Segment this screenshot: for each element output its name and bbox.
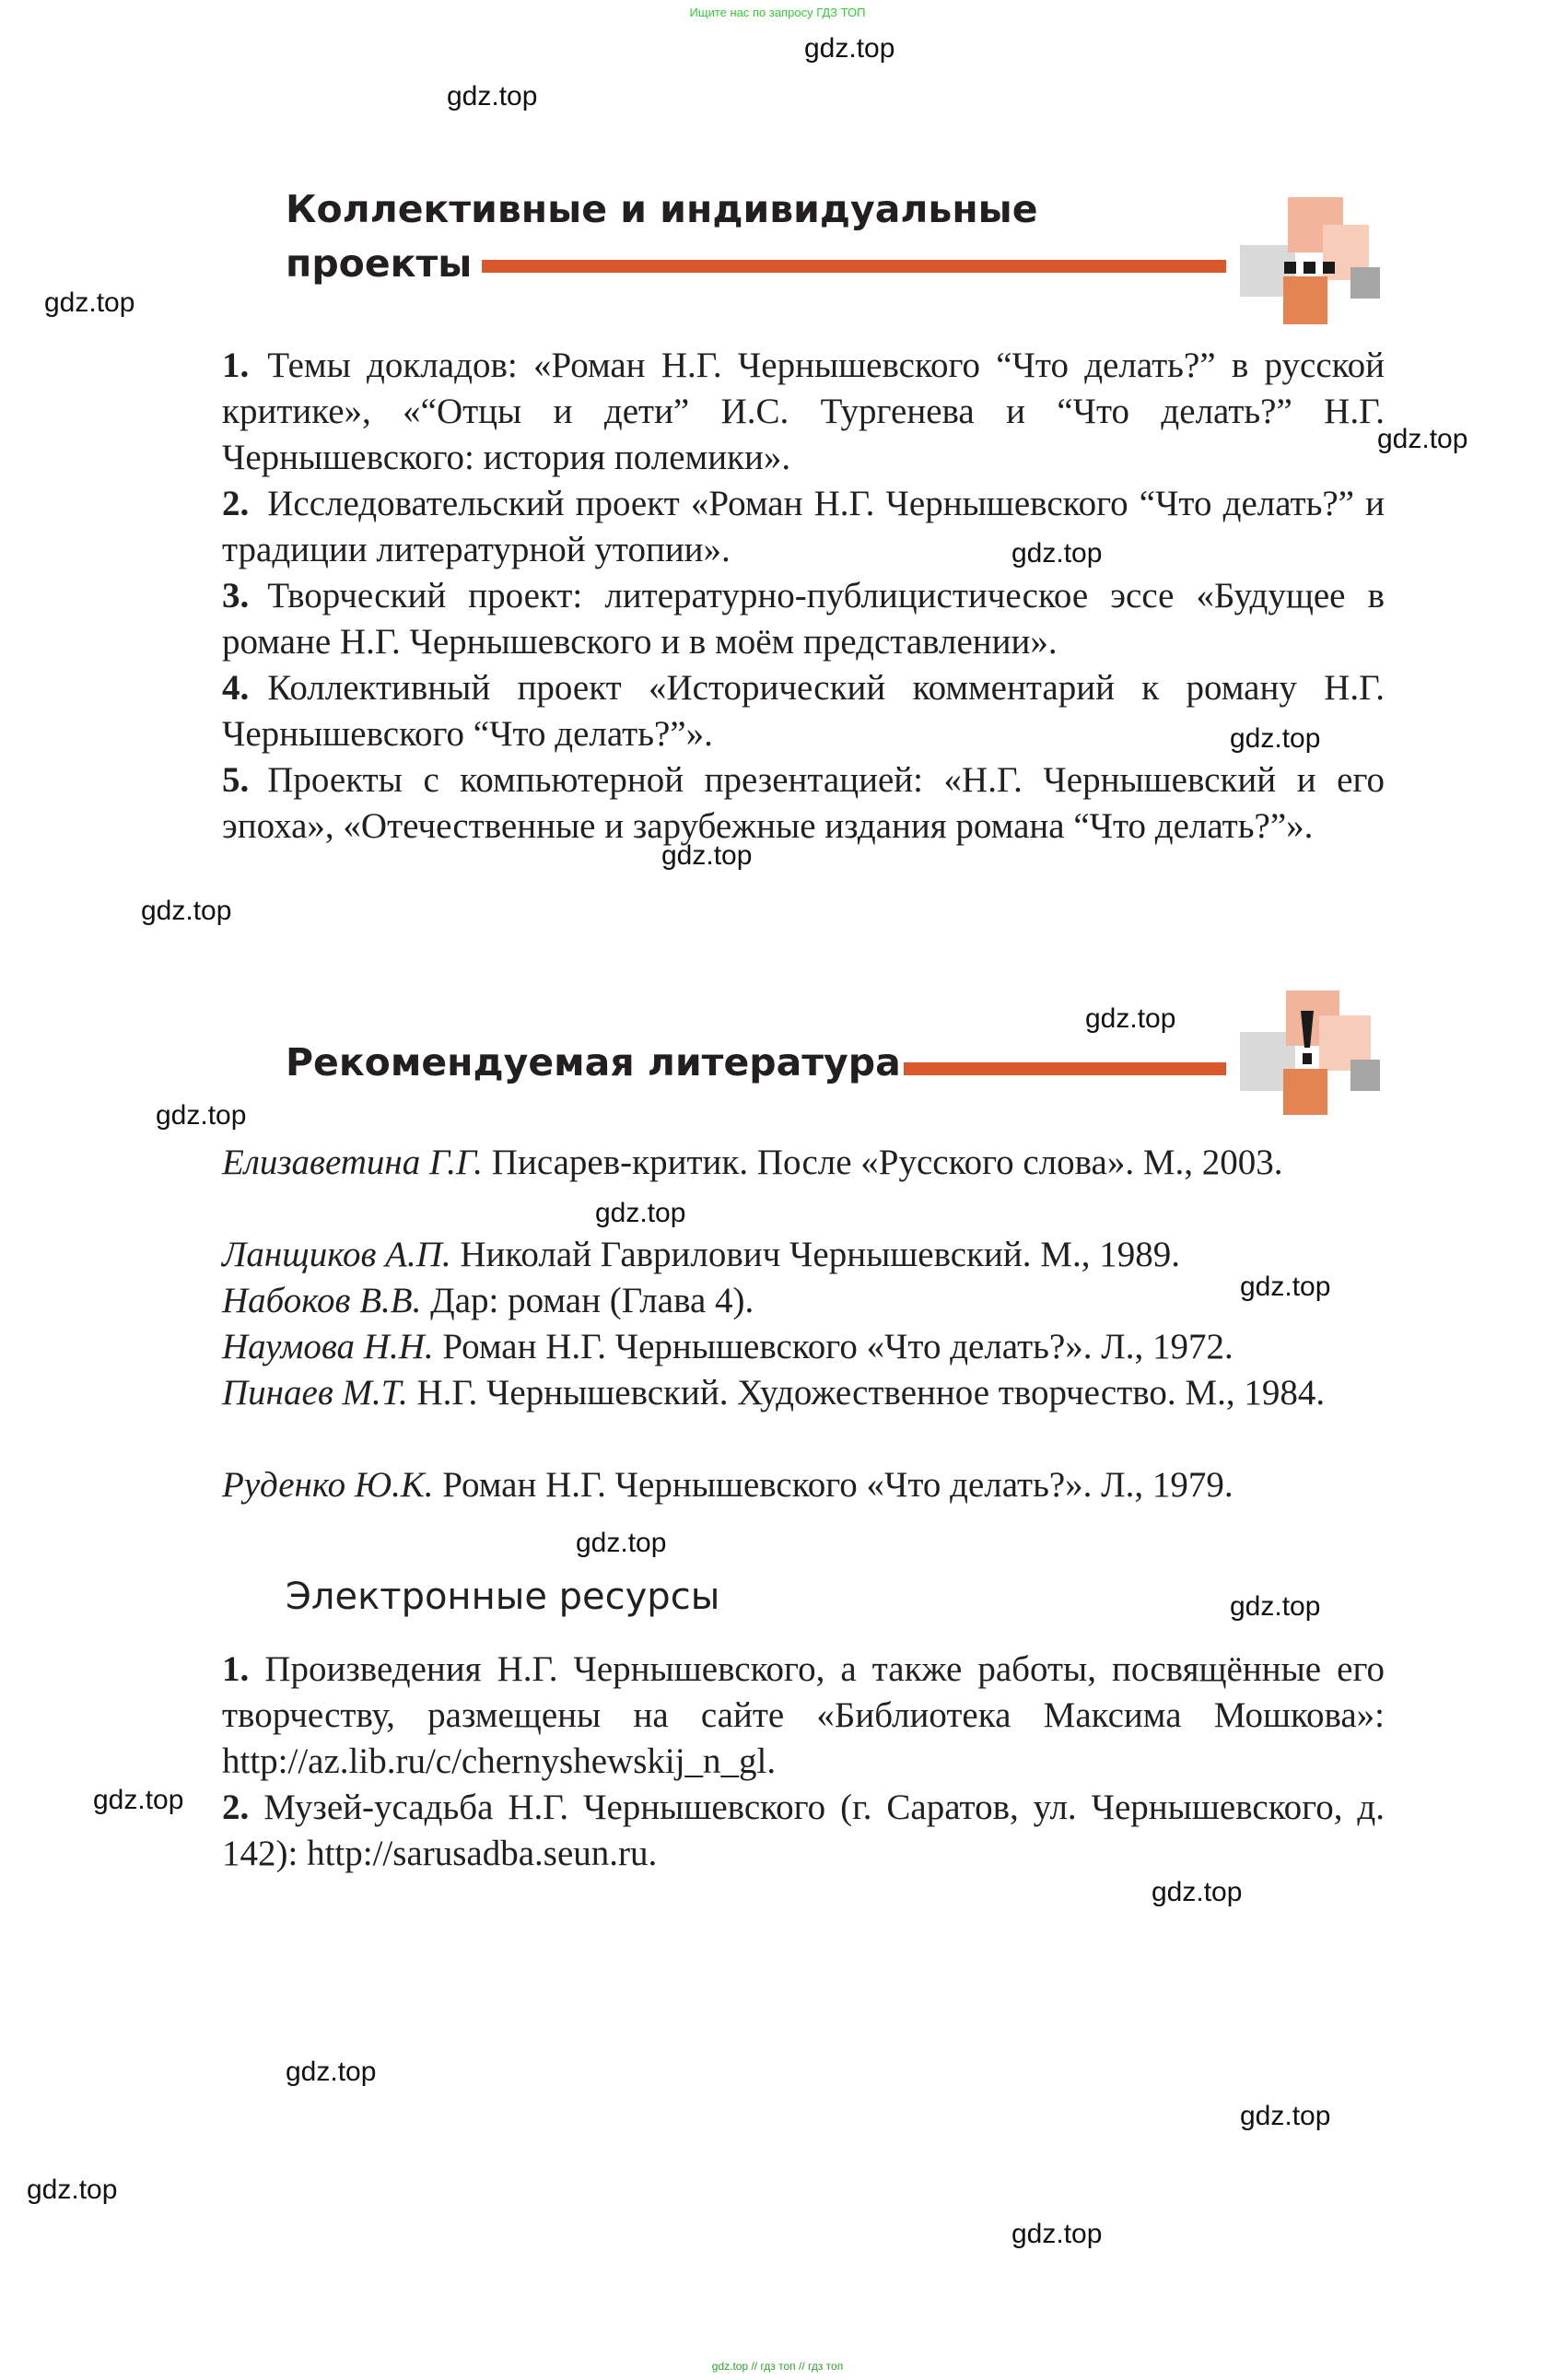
watermark: gdz.top	[447, 81, 538, 111]
ellipsis-dot-icon	[1323, 262, 1335, 274]
literature-entry: Руденко Ю.К. Роман Н.Г. Чернышевского «Что делать?». Л., 1979.	[222, 1465, 1233, 1505]
search-hint: Ищите нас по запросу ГДЗ ТОП	[689, 6, 866, 19]
watermark: gdz.top	[1377, 424, 1468, 454]
ornament-dark-grey-square	[1350, 267, 1380, 299]
literature-entry: Пинаев М.Т. Н.Г. Чернышевский. Художественное творчество. М., 1984.	[222, 1373, 1326, 1413]
watermark: gdz.top	[1152, 1877, 1243, 1907]
project-item-4: 4. Коллективный проект «Исторический комментарий к роману Н.Г. Чернышевского “Что делать?”».	[222, 668, 1385, 754]
resource-item-1: 1. Произведения Н.Г. Чернышевского, а также работы, посвящённые его творчеству, размещены на сайте «Библиотека Максима Мошкова»: http://az.lib.ru/c/chernyshewskij_n_gl.	[222, 1649, 1385, 1781]
watermark: gdz.top	[661, 840, 753, 871]
literature-title: Рекомендуемая литература	[286, 1040, 901, 1084]
watermark: gdz.top	[93, 1785, 184, 1815]
project-item-3: 3. Творческий проект: литературно-публицистическое эссе «Будущее в романе Н.Г. Чернышевского и в моём представлении».	[222, 576, 1385, 662]
watermark: gdz.top	[27, 2175, 118, 2205]
watermark: gdz.top	[576, 1528, 667, 1558]
footer-note: gdz.top // гдз топ // гдз топ	[711, 2360, 844, 2373]
watermark: gdz.top	[1230, 723, 1321, 754]
exclamation-icon	[1300, 1011, 1315, 1066]
projects-title-bar	[482, 260, 1226, 273]
watermark: gdz.top	[44, 287, 135, 318]
project-item-5: 5. Проекты с компьютерной презентацией: «Н.Г. Чернышевский и его эпоха», «Отечественные и зарубежные издания романа “Что делать?”».	[222, 760, 1385, 846]
watermark: gdz.top	[1011, 538, 1103, 569]
watermark: gdz.top	[1240, 2101, 1331, 2131]
watermark: gdz.top	[595, 1198, 686, 1228]
ellipsis-dot-icon	[1284, 262, 1296, 274]
literature-title-bar	[904, 1062, 1226, 1075]
literature-entry: Набоков В.В. Дар: роман (Глава 4).	[222, 1281, 754, 1320]
projects-title-line2: проекты	[286, 241, 473, 286]
project-item-2: 2. Исследовательский проект «Роман Н.Г. Чернышевского “Что делать?” и традиции литературной утопии».	[222, 484, 1385, 569]
ornament-dark-grey-square	[1350, 1060, 1380, 1091]
ornament-orange-square	[1283, 1069, 1327, 1115]
watermark: gdz.top	[1230, 1591, 1321, 1622]
literature-entry: Наумова Н.Н. Роман Н.Г. Чернышевского «Что делать?». Л., 1972.	[222, 1327, 1233, 1366]
literature-entry: Елизаветина Г.Г. Писарев-критик. После «Русского слова». М., 2003.	[222, 1143, 1283, 1182]
watermark: gdz.top	[1011, 2219, 1103, 2249]
watermark: gdz.top	[141, 896, 232, 926]
resource-item-2: 2. Музей-усадьба Н.Г. Чернышевского (г. Саратов, ул. Чернышевского, д. 142): http://sarusadba.seun.ru.	[222, 1788, 1385, 1873]
projects-title-line1: Коллективные и индивидуальные	[286, 187, 1038, 231]
watermark: gdz.top	[804, 33, 895, 64]
ellipsis-dot-icon	[1304, 262, 1315, 274]
watermark: gdz.top	[286, 2057, 377, 2087]
resources-title: Электронные ресурсы	[286, 1576, 720, 1618]
project-item-1: 1. Темы докладов: «Роман Н.Г. Чернышевского “Что делать?” в русской критике», «“Отцы и дети” И.С. Тургенева и “Что делать?” Н.Г. Чернышевского: история полемики».	[222, 346, 1385, 477]
ornament-orange-square	[1283, 276, 1327, 324]
watermark: gdz.top	[156, 1100, 247, 1131]
literature-entry: Ланщиков А.П. Николай Гаврилович Чернышевский. М., 1989.	[222, 1235, 1180, 1274]
watermark: gdz.top	[1085, 1003, 1176, 1034]
watermark: gdz.top	[1240, 1272, 1331, 1302]
